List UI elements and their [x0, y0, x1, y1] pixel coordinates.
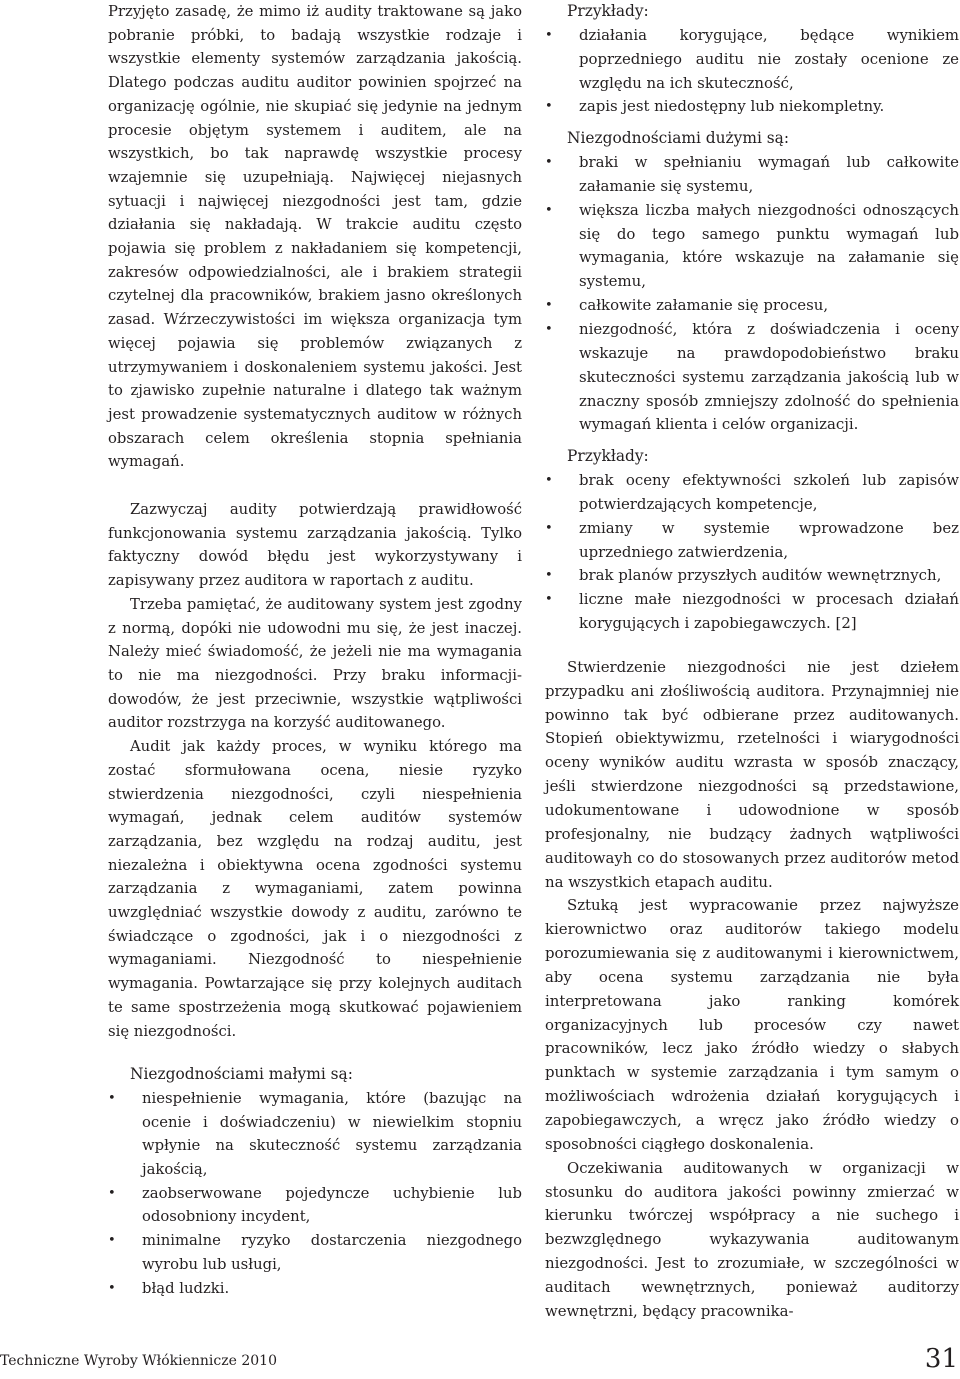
paragraph-audits-confirm: Zazwyczaj audity potwierdzają prawidłowość funkcjonowania systemu zarządzania jakością. Tylko faktyczny dowód błędu jest wykorzystywany i zapisywany przez auditora w raportach z auditu.	[108, 501, 522, 590]
left-column	[108, 0, 522, 1300]
paragraph-expectations: Oczekiwania auditowanych w organizacji w stosunku do auditora jakości powinny zmierzać w kierunku twórczej współpracy a nie suchego i bezwzględnego wykazywania auditowanym niezgodności. Jest to zrozumiałe, w szczególności w auditach wewnętrznych, ponieważ auditorzy wewnętrzni, będący pracownika-	[545, 1158, 959, 1320]
examples-heading-2: Przykłady:	[567, 447, 649, 466]
list-item: • liczne małe niezgodności w procesach działań korygujących i zapobiegawczych. [2]	[545, 588, 959, 636]
paragraph-communication-model: Sztuką jest wypracowanie przez najwyższe kierownictwo oraz auditorów takiego modelu porozumiewania się z auditowanymi i kierownictwem, aby ocena systemu zarządzania nie była interpretowana jako ranking komórek organizacyjnych lub procesów czy nawet pracowników, lecz jako źródło wiedzy o słabych punktach w systemie zarządzania i tym samym o możliwościach wdrożenia działań korygujących i zapobiegawczych, a wręcz jako źródło wiedzy o sposobności ciągłego doskonalenia.	[545, 896, 959, 1153]
list-item: • niespełnienie wymagania, które (bazując na ocenie i doświadczeniu) w niewielkim stopniu wpłynie na skuteczność systemu zarządzania jakością,	[108, 1087, 522, 1182]
list-item: • działania korygujące, będące wynikiem poprzedniego auditu nie zostały ocenione ze względu na ich skuteczność,	[545, 24, 959, 96]
minor-nonconformities-list	[108, 1087, 522, 1300]
list-item: • brak oceny efektywności szkoleń lub zapisów potwierdzających kompetencje,	[545, 469, 959, 517]
examples-list-1	[545, 24, 959, 119]
right-column	[545, 0, 959, 1324]
paragraph-scope-of-audit: Przyjęto zasadę, że mimo iż audity traktowane są jako pobranie próbki, to badają wszystkie rodzaje i wszystkie elementy systemów zarządzania jakością. Dlatego podczas auditu auditor powinien spojrzeć na organizację ogólnie, nie skupiać się jedynie na jednym procesie objętym systemem i auditem, ale na wszystkich, bo tak naprawdę wszystkie procesy wzajemnie się uzupełniają. Najwięcej niejasnych sytuacji i najwięcej niezgodności jest tam, gdzie działania się nakładają. W trakcie auditu często pojawia się problem z nakładaniem się kompetencji, zakresów odpowiedzialności, ale i brakiem strategii czytelnej dla pracowników, brakiem jasno określonych zasad. Wźrzeczywistości im większa organizacja tym więcej pojawia się problemów związanych z utrzymywaniem i doskonaleniem systemu jakości. Jest to zjawisko zupełnie naturalne i dlatego tak ważnym jest prowadzenie systematycznych auditow w różnych obszarach celem określenia stopnia spełniania wymagań.	[108, 3, 522, 471]
list-item: • całkowite załamanie się procesu,	[545, 294, 959, 318]
list-item: • brak planów przyszłych auditów wewnętrznych,	[545, 564, 959, 588]
list-item: • błąd ludzki.	[108, 1277, 522, 1301]
page-number: 31	[924, 1344, 958, 1374]
paragraph-nonconformity-statement: Stwierdzenie niezgodności nie jest dziełem przypadku ani złośliwością auditora. Przynajmniej nie powinno tak być odbierane przez auditowanych. Stopień obiektywizmu, rzetelności i wiarygodności oceny wyników auditu wzrasta w sposób znaczący, jeśli stwierdzone niezgodności są przedstawione, udokumentowane i udowodnione w sposób profesjonalny, nie budzący żadnych wątpliwości auditowayh co do stosowanych przez auditorów metod na wszystkich etapach auditu.	[545, 657, 959, 891]
major-nonconformities-heading: Niezgodnościami dużymi są:	[567, 129, 790, 148]
minor-nonconformities-heading: Niezgodnościami małymi są:	[130, 1065, 353, 1084]
examples-list-2	[545, 469, 959, 636]
list-item: • zapis jest niedostępny lub niekompletny.	[545, 95, 959, 119]
examples-heading-1: Przykłady:	[567, 2, 649, 20]
list-item: • niezgodność, która z doświadczenia i oceny wskazuje na prawdopodobieństwo braku skuteczności systemu zarządzania jakością lub w znaczny sposób zmniejszy zdolność do spełnienia wymagań klienta i celów organizacji.	[545, 318, 959, 437]
major-nonconformities-list	[545, 151, 959, 437]
journal-footer: Techniczne Wyroby Włókiennicze 2010	[0, 1353, 277, 1369]
paragraph-conformity-presumption: Trzeba pamiętać, że auditowany system jest zgodny z normą, dopóki nie udowodni mu się, że jest inaczej. Należy mieć świadomość, że jeżeli nie ma wymagania to nie ma niezgodności. Przy braku informacji-dowodów, że jest przeciwnie, wszystkie wątpliwości auditor rozstrzyga na korzyść auditowanego.	[108, 595, 522, 732]
list-item: • minimalne ryzyko dostarczenia niezgodnego wyrobu lub usługi,	[108, 1229, 522, 1276]
list-item: • zaobserwowane pojedyncze uchybienie lub odosobniony incydent,	[108, 1182, 522, 1229]
list-item: • większa liczba małych niezgodności odnoszących się do tego samego punktu wymagań lub wymagania, które wskazuje na załamanie się systemu,	[545, 199, 959, 294]
list-item: • braki w spełnianiu wymagań lub całkowite załamanie się systemu,	[545, 151, 959, 199]
paragraph-audit-process: Audit jak każdy proces, w wyniku którego ma zostać sformułowana ocena, niesie ryzyko stwierdzenia niezgodności, czyli niespełnienia wymagań, jednak celem auditów systemów zarządzania, bez względu na rodzaj auditu, jest niezależna i obiektywna ocena zgodności systemu zarządzania z wymaganiami, zatem powinna uwzględniać wszystkie dowody z auditu, zarówno te świadczące o zgodności, jak i o niezgodności z wymaganiami. Niezgodność to niespełnienie wymagania. Powtarzające się przy kolejnych auditach te same spostrzeżenia mogą skutkować pojawieniem się niezgodności.	[108, 738, 522, 1040]
list-item: • zmiany w systemie wprowadzone bez uprzedniego zatwierdzenia,	[545, 517, 959, 565]
